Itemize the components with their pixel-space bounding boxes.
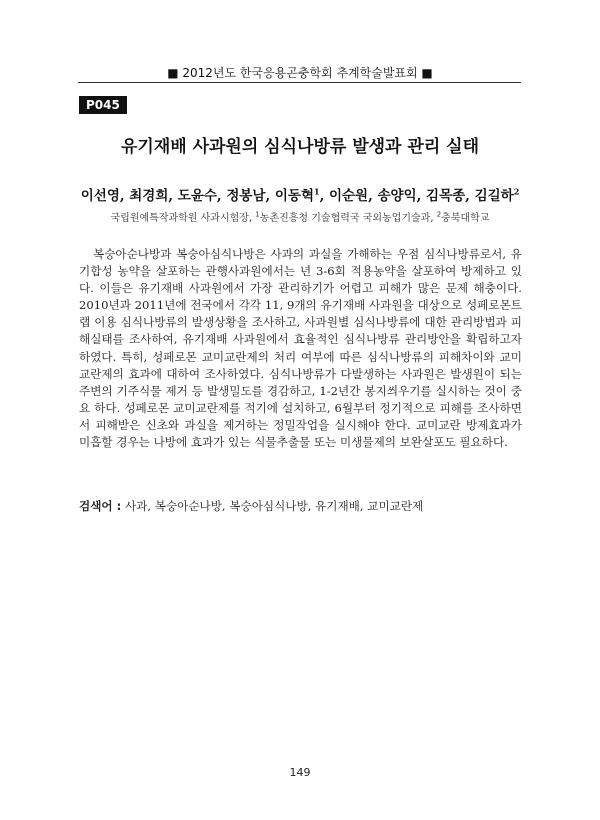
author-name: 김길하 [474, 188, 514, 204]
keywords-line [79, 498, 522, 514]
author-separator: , [416, 188, 427, 204]
author-separator: , [265, 188, 275, 204]
author-name: 도윤수 [177, 188, 217, 204]
author-name: 최경희 [129, 188, 169, 204]
affiliation-part-2: 농촌진흥청 기술협력국 국외농업기술과, [259, 213, 437, 224]
author-separator: , [465, 188, 475, 204]
keywords-list: 사과, 복숭아순나방, 복숭아심식나방, 유기재배, 교미교란제 [124, 499, 424, 513]
conference-header: ■ 2012년도 한국응용곤충학회 추계학술발표회 ■ [167, 66, 433, 80]
author-separator: , [368, 188, 378, 204]
author-affiliation-sup: 2 [513, 186, 520, 197]
page-number: 149 [289, 766, 311, 779]
affiliation-sup-2: 2 [436, 210, 442, 219]
keywords-label: 검색어 : [79, 499, 122, 513]
author-name: 이순원 [328, 188, 369, 204]
affiliation-line [0, 209, 600, 224]
author-name: 이선영 [80, 188, 120, 204]
author-name: 송양익 [377, 188, 417, 204]
paper-code-badge: P045 [79, 96, 127, 114]
author-separator: , [319, 188, 329, 204]
author-name: 정봉남 [226, 188, 266, 204]
affiliation-part-1: 국립원예특작과학원 사과시험장, [110, 213, 256, 224]
paper-title: 유기재배 사과원의 심식나방류 발생과 관리 실태 [120, 137, 480, 157]
affiliation-part-3: 충북대학교 [441, 213, 490, 224]
abstract-body: 복숭아순나방과 복숭아심식나방은 사과의 과실을 가해하는 우점 심식나방류로서, 유기합성 농약을 살포하는 관행사과원에서는 년 3-6회 적용농약을 살포하여 방제하고 있다. 이들은 유기재배 사과원에서 가장 관리하기가 어렵고 피해가 많은 문제 해충이다. 2010년과 2011년에 전국에서 각각 11, 9개의 유기재배 사과원을 대상으로 성페로몬트랩 이용 심식나방류의 발생상황을 조사하고, 사과원별 심식나방류에 대한 관리방법과 피해실태를 조사하여, 유기재배 사과원에서 효율적인 심식나방류 관리방안을 확립하고자 하였다. 특히, 성페로몬 교미교란제의 처리 여부에 따른 심식나방류의 피해차이와 교미교란제의 효과에 대하여 조사하였다. 심식나방류가 다발생하는 사과원은 발생원이 되는 주변의 기주식물 제거 등 발생밀도를 경감하고, 1-2년간 봉지씌우기를 실시하는 것이 중요 하다. 성페로몬 교미교란제를 적기에 설치하고, 6월부터 정기적으로 피해를 조사하면서 피해받은 신초와 과실을 제거하는 정밀작업을 실시해야 한다. 교미교란 방제효과가 미흡할 경우는 나방에 효과가 있는 식물추출물 또는 미생물제의 보완살포도 필요하다. [79, 247, 522, 450]
author-affiliation-sup: 1 [313, 186, 320, 197]
author-separator: , [119, 188, 130, 204]
affiliation-sup-1: 1 [255, 210, 260, 219]
author-separator: , [216, 188, 227, 204]
author-name: 김목종 [426, 188, 466, 204]
author-list [0, 184, 600, 204]
author-name: 이동혁 [274, 188, 314, 204]
header-rule [78, 82, 521, 83]
author-separator: , [168, 188, 178, 204]
